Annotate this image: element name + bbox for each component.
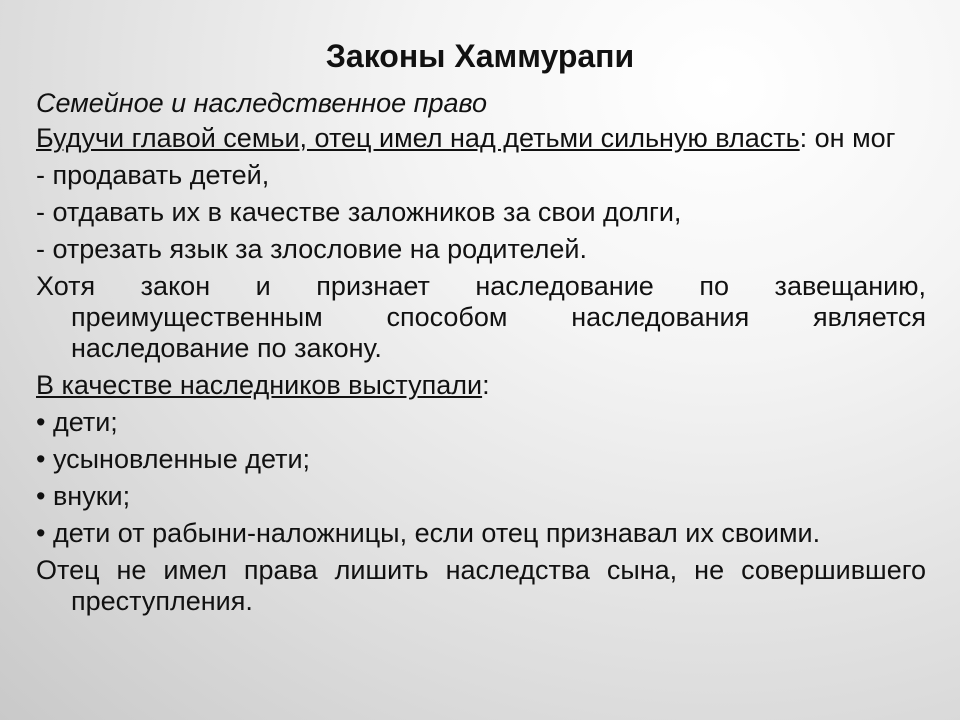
paragraph-inheritance: Хотя закон и признает наследование по завещанию, преимущественным способом наследования является наследование по закону. <box>36 271 926 363</box>
heirs-heading <box>36 370 926 401</box>
father-power-rest: : он мог <box>799 123 896 153</box>
heir-item: • дети от рабыни-наложницы, если отец признавал их своими. <box>36 518 821 548</box>
list-item: - отрезать язык за злословие на родителей. <box>36 234 587 264</box>
heir-item: • внуки; <box>36 481 131 511</box>
paragraph-disinherit: Отец не имел права лишить наследства сына, не совершившего преступления. <box>36 555 926 616</box>
list-item: - отдавать их в качестве заложников за свои долги, <box>36 197 682 227</box>
heirs-heading-underlined: В качестве наследников выступали <box>36 370 483 400</box>
father-power-underlined: Будучи главой семьи, отец имел над детьми сильную власть <box>36 123 800 153</box>
slide-title: Законы Хаммурапи <box>325 38 635 74</box>
section-subtitle: Семейное и наследственное право <box>36 88 488 118</box>
paragraph-father-power <box>36 123 926 154</box>
heirs-heading-rest: : <box>482 370 490 400</box>
heir-item: • дети; <box>36 407 118 437</box>
heir-item: • усыновленные дети; <box>36 444 311 474</box>
list-item: - продавать детей, <box>36 160 270 190</box>
slide-content <box>36 88 926 623</box>
